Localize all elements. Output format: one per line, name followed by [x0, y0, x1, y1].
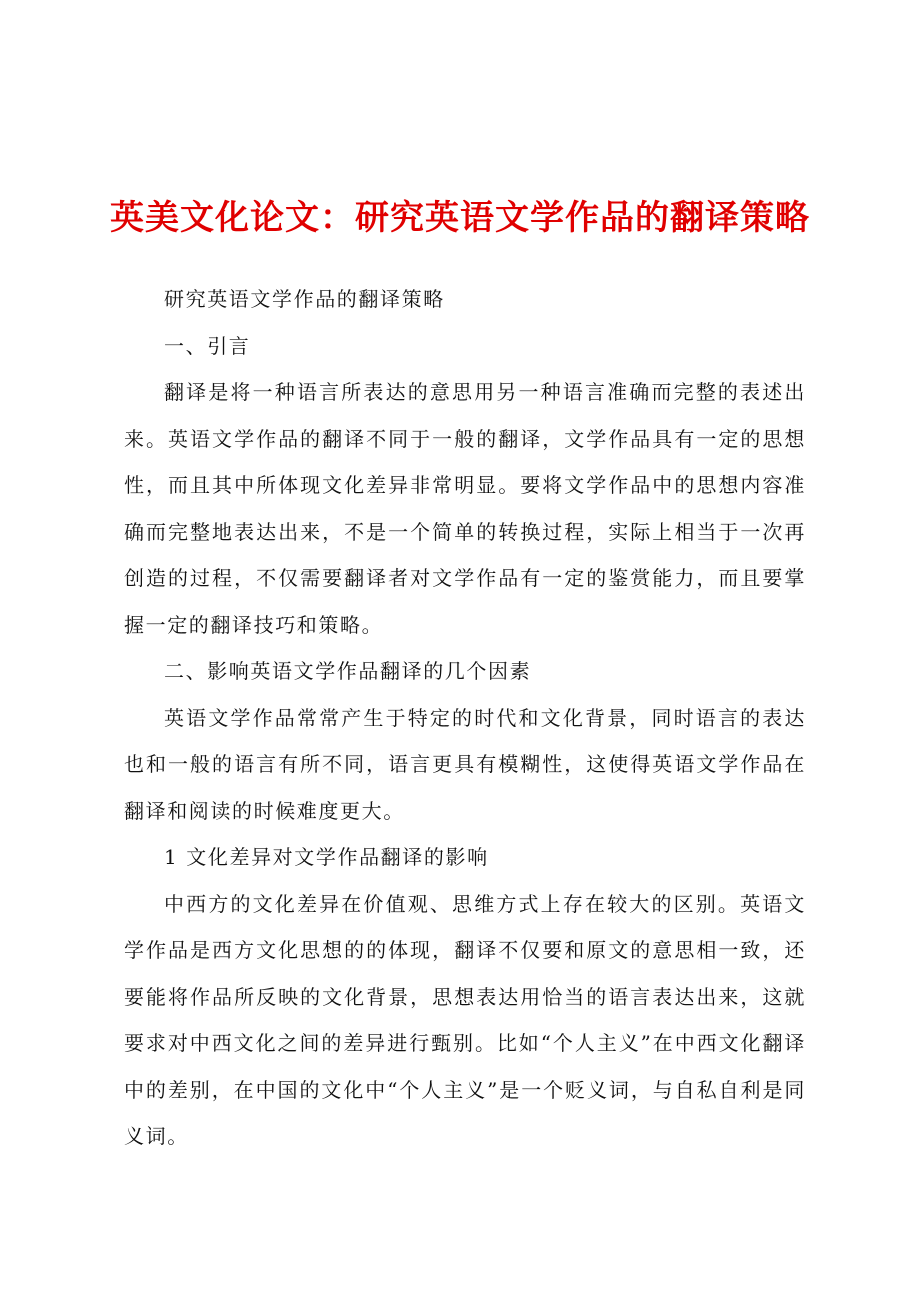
paragraph: 翻译是将一种语言所表达的意思用另一种语言准确而完整的表述出来。英语文学作品的翻译不同于一般的翻译，文学作品具有一定的思想性，而且其中所体现文化差异非常明显。要将文学作品中的思想内容准确而完整地表达出来，不是一个简单的转换过程，实际上相当于一次再创造的过程，不仅需要翻译者对文学作品有一定的鉴赏能力，而且要掌握一定的翻译技巧和策略。 [124, 380, 806, 637]
document-body [124, 276, 806, 1160]
subsection-heading-culture: 1 文化差异对文学作品翻译的影响 [164, 845, 489, 869]
paragraph: 中西方的文化差异在价值观、思维方式上存在较大的区别。英语文学作品是西方文化思想的的体现，翻译不仅要和原文的意思相一致，还要能将作品所反映的文化背景，思想表达用恰当的语言表达出来，这就要求对中西文化之间的差异进行甄别。比如“个人主义”在中西文化翻译中的差别，在中国的文化中“个人主义”是一个贬义词，与自私自利是同义词。 [124, 891, 806, 1148]
subtitle: 研究英语文学作品的翻译策略 [164, 287, 445, 311]
section-heading-factors: 二、影响英语文学作品翻译的几个因素 [164, 659, 532, 683]
document-title: 英美文化论文：研究英语文学作品的翻译策略 [110, 198, 810, 238]
section-heading-introduction: 一、引言 [164, 333, 251, 358]
paragraph: 英语文学作品常常产生于特定的时代和文化背景，同时语言的表达也和一般的语言有所不同，语言更具有模糊性，这使得英语文学作品在翻译和阅读的时候难度更大。 [124, 705, 806, 823]
